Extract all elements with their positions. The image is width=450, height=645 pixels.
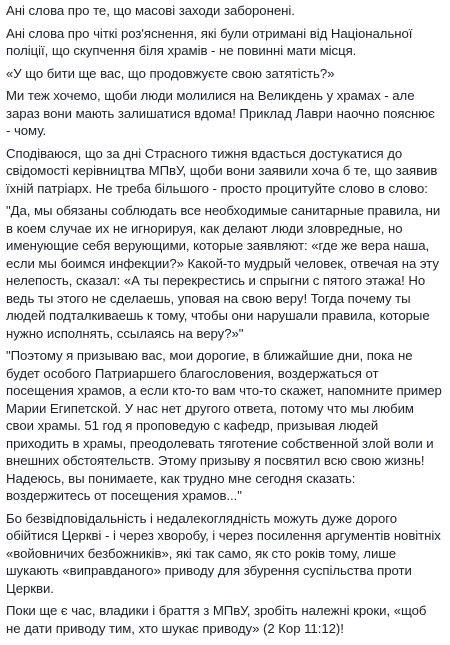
post-paragraph: Ані слова про чіткі роз'яснення, які були отримані від Національної поліції, що скупчення біля храмів - не повинні мати місця. <box>6 25 413 58</box>
post-paragraph: Сподіваюся, що за дні Страсного тижня вдасться достукатися до свідомості керівництва МПвУ, щоби вони заявили хоча б те, що заявив їхній патріарх. Не треба більшого - просто процитуйте слово в слово: <box>6 145 438 196</box>
post-paragraph: Бо безвідповідальність і недалекоглядність можуть дуже дорого обійтися Церкві - і через хворобу, і через посилення аргументів новітніх «войовничих безбожників», які так само, як сто років тому, лише шукають «виправданого» приводу для збурення суспільства проти Церкви. <box>6 510 441 596</box>
post-paragraph: «У що бити ще вас, що продовжуєте свою затятість?» <box>6 65 335 81</box>
post-paragraph: Ми теж хочемо, щоби люди молилися на Великдень у храмах - але зараз вони мають залишатися вдома! Приклад Лаври наочно пояснює - чому. <box>6 88 435 138</box>
post-quote-paragraph: "Поэтому я призываю вас, мои дорогие, в ближайшие дни, пока не будет особого Патриаршего благословения, воздержаться от посещения храмов, а если кто-то вам что-то скажет, напомните пример Марии Египетской. У нас нет другого ответа, потому что мы любим свои храмы. 51 год я проповедую с кафедр, призывая людей приходить в храмы, преодолевать тяготение собственной злой воли и внешних обстоятельств. Этому призыву я посвятил всю свою жизнь! Надеюсь, вы понимаете, как трудно мне сегодня сказать: воздержитесь от посещения храмов..." <box>6 348 442 503</box>
post-quote-paragraph: "Да, мы обязаны соблюдать все необходимые санитарные правила, ни в коем случае их не игнорируя, как делают люди зловредные, но именующие себя верующими, которые заявляют: «где же вера наша, если мы боимся инфекции?» Какой-то мудрый человек, отвечая на эту нелепость, сказал: «А ты перекрестись и спрыгни с пятого этажа! Но ведь ты этого не сделаешь, уповая на свою веру! Тогда почему ты людей подталкиваешь к тому, чтобы они нарушали правила, которые нужно исполнять, ссылаясь на веру?»" <box>6 203 441 341</box>
post-paragraph: Ані слова про те, що масові заходи заборонені. <box>6 3 295 18</box>
post-body <box>0 2 450 645</box>
post-paragraph: Поки ще є час, владики і браття з МПвУ, зробіть належні кроки, «щоб не дати приводу тим, хто шукає приводу» (2 Кор 11:12)! <box>6 603 427 636</box>
